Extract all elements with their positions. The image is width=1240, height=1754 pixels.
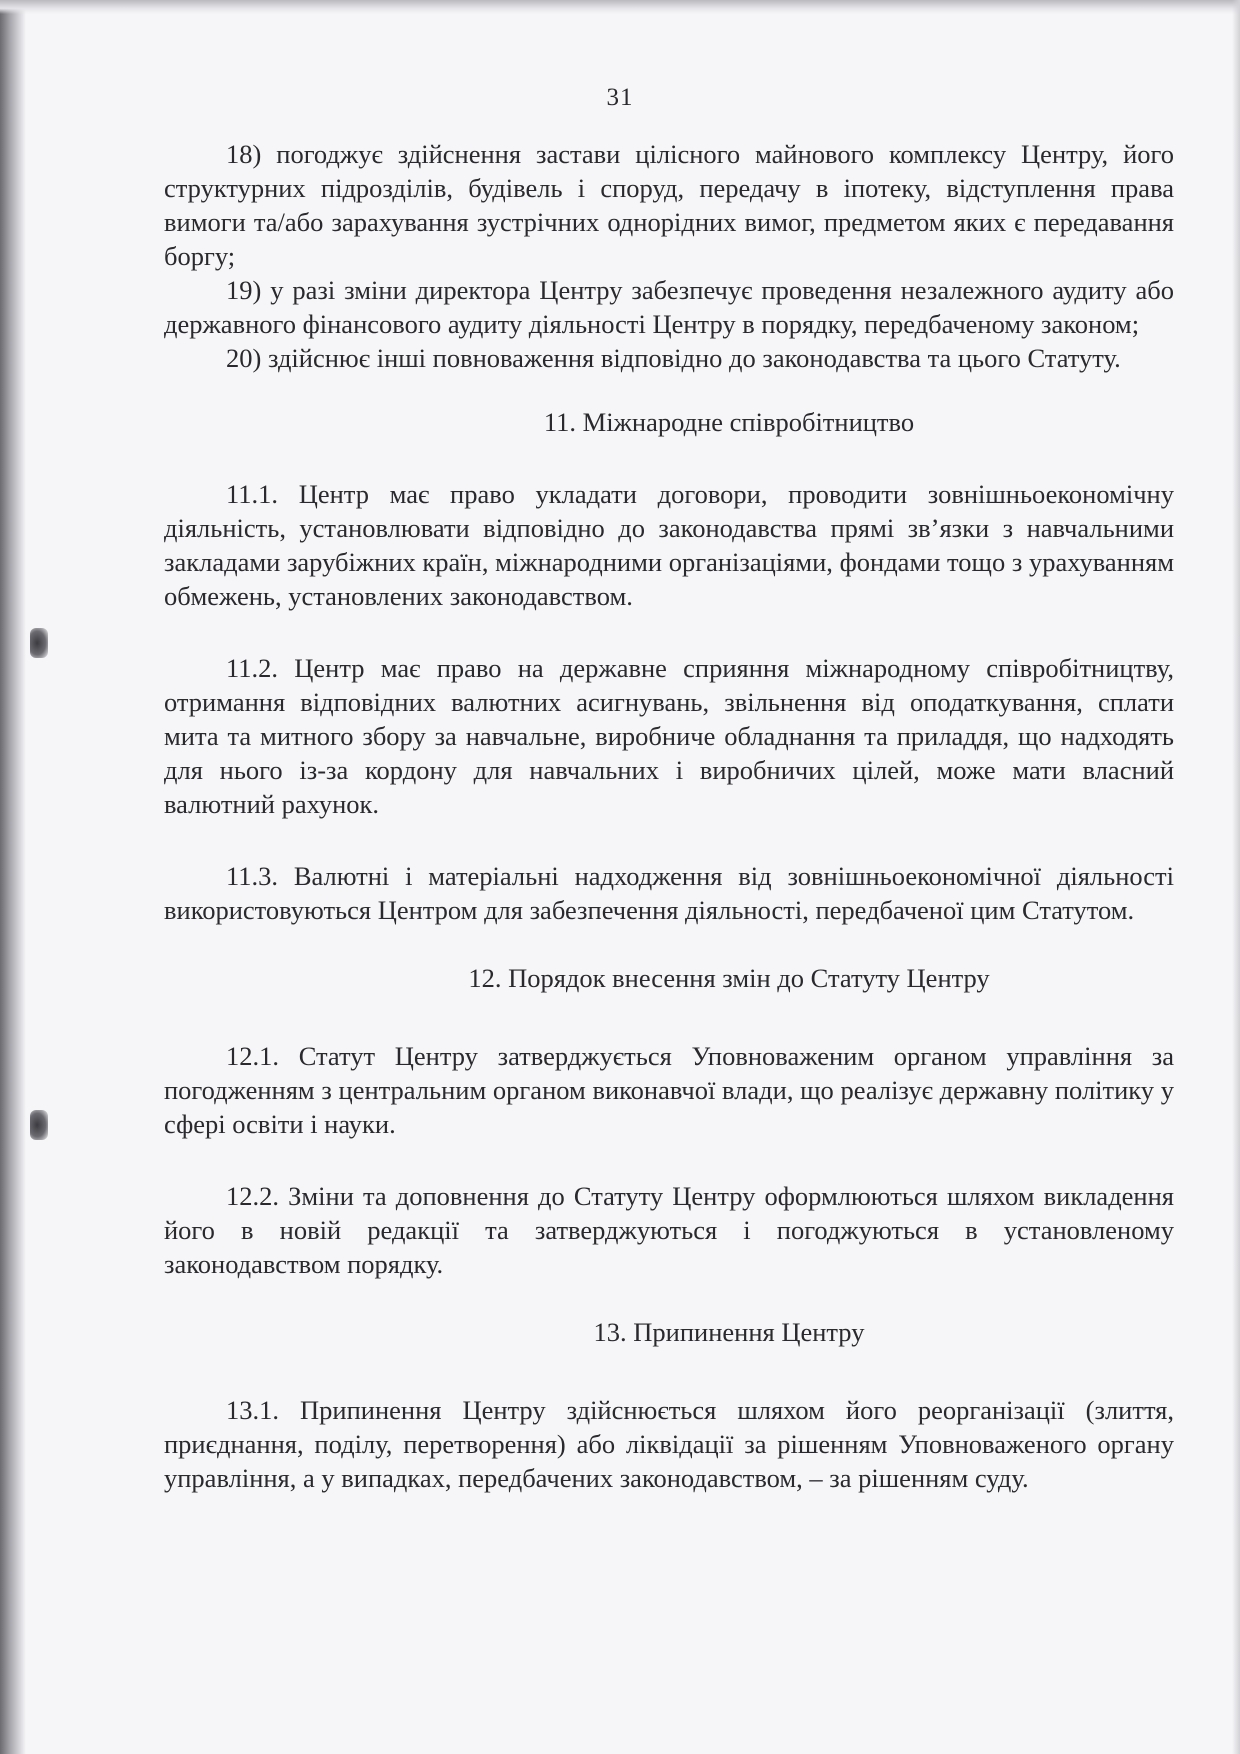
page-number: 31 <box>606 84 634 111</box>
section-13-heading: 13. Припинення Центру <box>593 1317 865 1347</box>
clause-11-2: 11.2. Центр має право на державне сприяння міжнародному співробітництву, отримання відповідних валютних асигнувань, звільнення від оподаткування, сплати мита та митного збору за навчальне, виробниче обладнання та приладдя, що надходять для нього із-за кордону для навчальних і виробничих цілей, може мати власний валютний рахунок. <box>164 653 1174 819</box>
clause-12-2: 12.2. Зміни та доповнення до Статуту Центру оформлюються шляхом викладення його в новій редакції та затверджуються і погоджуються в установленому законодавством порядку. <box>164 1181 1174 1279</box>
document-body <box>164 137 1174 1495</box>
clause-11-1: 11.1. Центр має право укладати договори, проводити зовнішньоекономічну діяльність, установлювати відповідно до законодавства прямі зв’язки з навчальними закладами зарубіжних країн, міжнародними організаціями, фондами тощо з урахуванням обмежень, установлених законодавством. <box>164 479 1174 611</box>
clause-12-1: 12.1. Статут Центру затверджується Уповноваженим органом управління за погодженням з центральним органом виконавчої влади, що реалізує державну політику у сфері освіти і науки. <box>164 1041 1174 1139</box>
clause-13-1: 13.1. Припинення Центру здійснюється шляхом його реорганізації (злиття, приєднання, поділу, перетворення) або ліквідації за рішенням Уповноваженого органу управління, а у випадках, передбачених законодавством, – за рішенням суду. <box>164 1395 1174 1493</box>
section-11-heading: 11. Міжнародне співробітництво <box>543 407 915 437</box>
binder-hole-icon <box>30 628 48 658</box>
item-18: 18) погоджує здійснення застави цілісного майнового комплексу Центру, його структурних підрозділів, будівель і споруд, передачу в іпотеку, відступлення права вимоги та/або зарахування зустрічних однорідних вимог, предметом яких є передавання боргу; <box>164 139 1174 271</box>
item-19: 19) у разі зміни директора Центру забезпечує проведення незалежного аудиту або державного фінансового аудиту діяльності Центру в порядку, передбаченому законом; <box>164 275 1174 339</box>
scan-shadow-top <box>0 0 1240 14</box>
clause-11-3: 11.3. Валютні і матеріальні надходження від зовнішньоекономічної діяльності використовуються Центром для забезпечення діяльності, передбаченої цим Статутом. <box>164 861 1174 925</box>
scan-shadow-left <box>0 0 26 1754</box>
scan-shadow-right <box>1232 0 1240 1754</box>
binder-hole-icon <box>30 1110 48 1140</box>
item-20: 20) здійснює інші повноваження відповідно до законодавства та цього Статуту. <box>226 343 1121 373</box>
section-12-heading: 12. Порядок внесення змін до Статуту Центру <box>468 963 990 993</box>
